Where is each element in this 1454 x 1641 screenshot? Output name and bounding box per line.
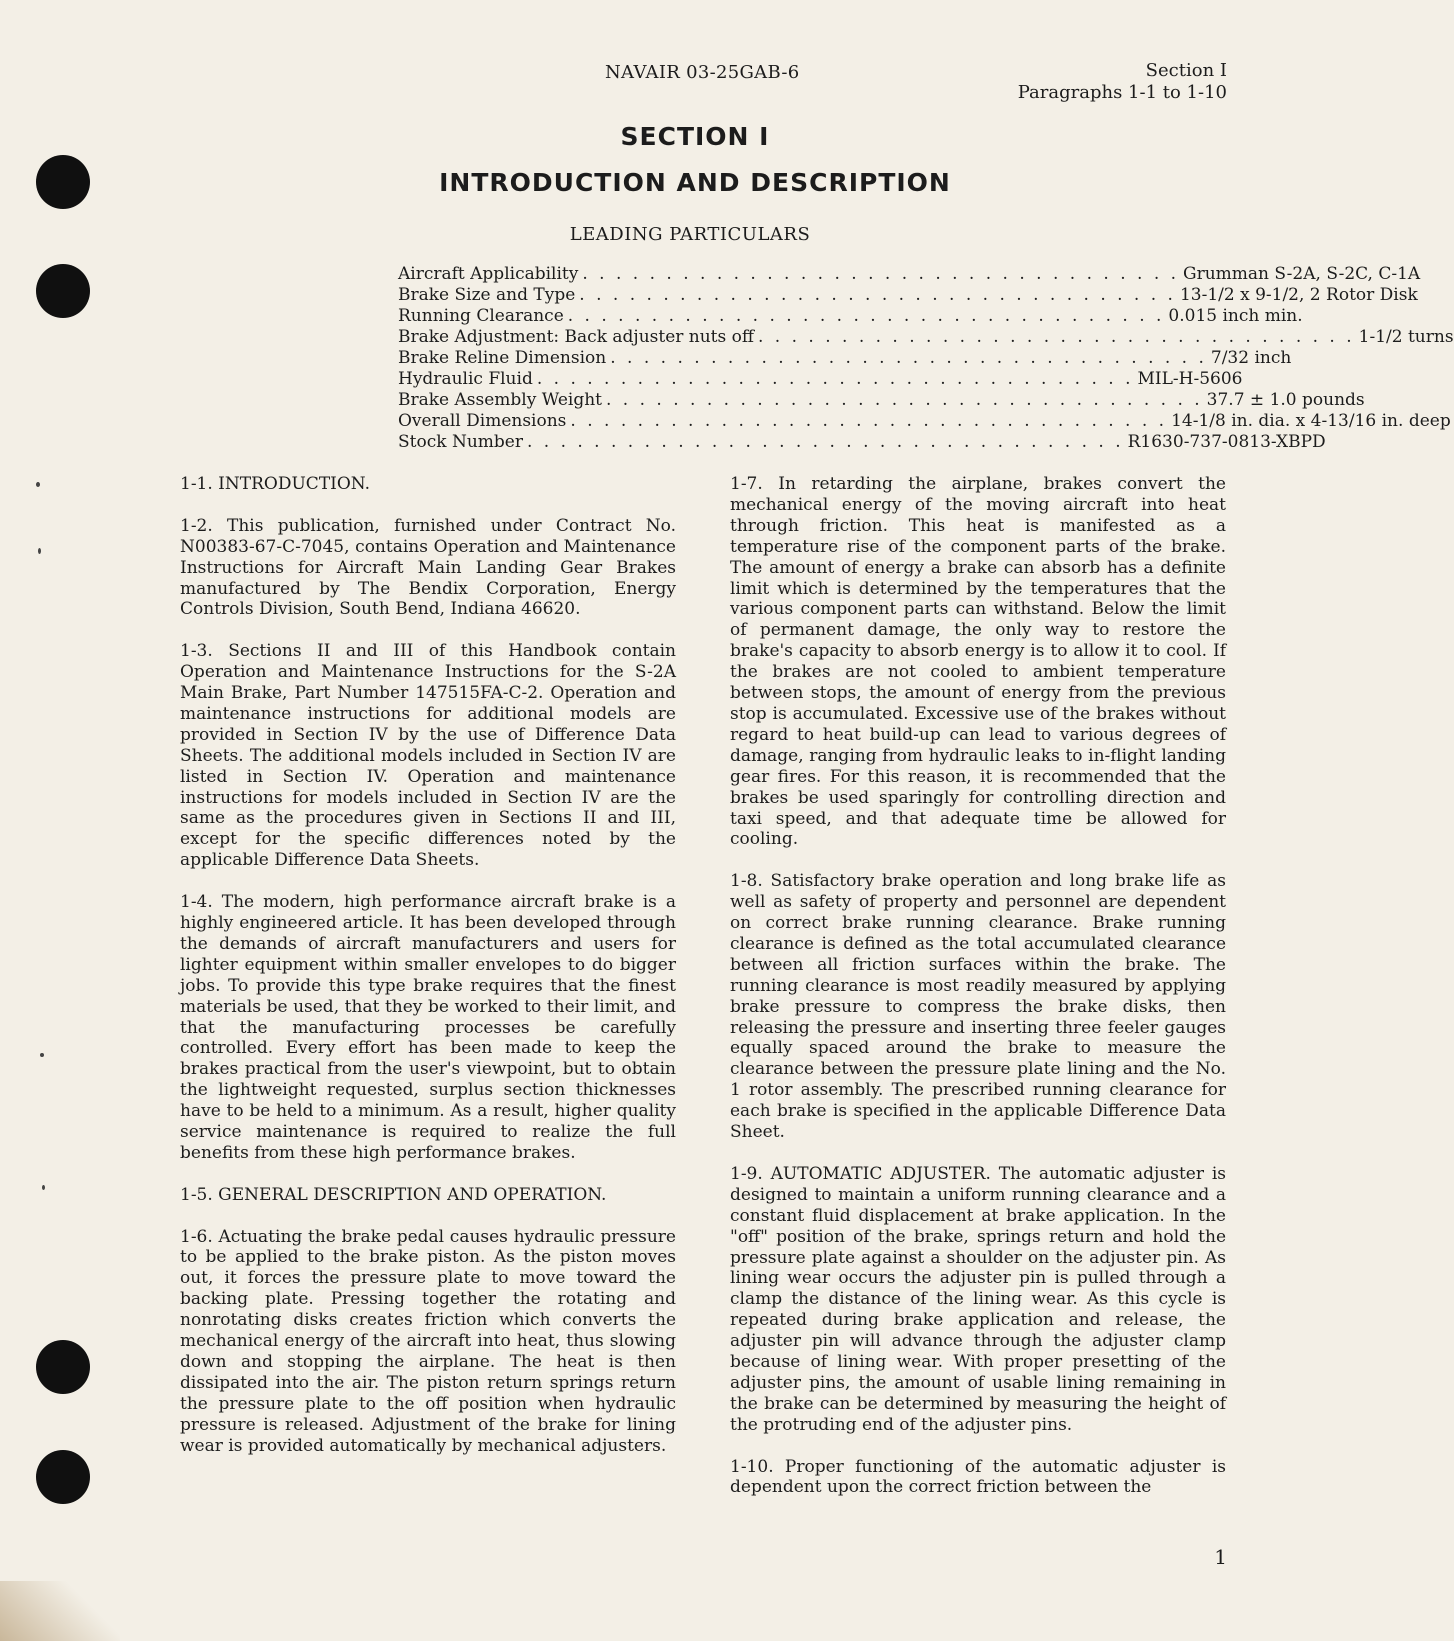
page-number: 1 (1214, 1545, 1227, 1569)
speck (40, 1053, 44, 1057)
paragraph: 1-4. The modern, high performance aircraft brake is a highly engineered article. It has been developed through the demands of aircraft manufacturers and users for lighter equipment within smaller envelopes to do bigger jobs. To provide this type brake requires that the finest materials be used, that they be worked to their limit, and that the manufacturing processes be carefully controlled. Every effort has been made to keep the brakes practical from the user's viewpoint, but to obtain the lightweight requested, surplus section thicknesses have to be held to a minimum. As a result, higher quality service maintenance is required to realize the full benefits from these high performance brakes. (180, 892, 676, 1163)
binder-hole (36, 264, 90, 318)
right-text-column (730, 474, 1226, 1498)
particulars-row (398, 327, 1454, 348)
particulars-label: Hydraulic Fluid (398, 369, 533, 389)
leader-dots: . . . . . . . . . . . . . . . . . . . . . . . . . . . . . . . . . . . . (610, 348, 1207, 368)
paragraph: 1-8. Satisfactory brake operation and long brake life as well as safety of property and personnel are dependent on correct brake running clearance. Brake running clearance is defined as the total accumulated clearance between all friction surfaces within the brake. The running clearance is most readily measured by applying brake pressure to compress the brake disks, then releasing the pressure and inserting three feeler gauges equally spaced around the brake to measure the clearance between the pressure plate lining and the No. 1 rotor assembly. The prescribed running clearance for each brake is specified in the applicable Difference Data Sheet. (730, 871, 1226, 1143)
particulars-value: MIL-H-5606 (1137, 369, 1243, 389)
paragraph: 1-10. Proper functioning of the automatic adjuster is dependent upon the correct friction between the (730, 1456, 1226, 1498)
paragraph-range: Paragraphs 1-1 to 1-10 (1017, 82, 1227, 103)
page-stain (0, 1581, 120, 1641)
particulars-row (398, 306, 1303, 327)
binder-hole (36, 1450, 90, 1504)
section-label: Section I (1145, 60, 1227, 81)
particulars-value: 37.7 ± 1.0 pounds (1206, 390, 1365, 410)
particulars-label: Stock Number (398, 432, 523, 452)
leader-dots: . . . . . . . . . . . . . . . . . . . . . . . . . . . . . . . . . . . . (582, 264, 1180, 284)
leader-dots: . . . . . . . . . . . . . . . . . . . . . . . . . . . . . . . . . . . . (606, 390, 1203, 410)
particulars-value: 14-1/8 in. dia. x 4-13/16 in. deep (1171, 411, 1451, 431)
particulars-label: Brake Adjustment: Back adjuster nuts off (398, 327, 754, 347)
particulars-row (398, 285, 1418, 306)
leader-dots: . . . . . . . . . . . . . . . . . . . . . . . . . . . . . . . . . . . . (526, 432, 1124, 452)
particulars-label: Overall Dimensions (398, 411, 567, 431)
speck (36, 482, 40, 487)
paragraph: 1-7. In retarding the airplane, brakes convert the mechanical energy of the moving aircraft into heat through friction. This heat is manifested as a temperature rise of the component parts of the brake. The amount of energy a brake can absorb has a definite limit which is determined by the temperatures that the various component parts can withstand. Below the limit of permanent damage, the only way to restore the brake's capacity to absorb energy is to allow it to cool. If the brakes are not cooled to ambient temperature between stops, the amount of energy from the previous stop is accumulated. Excessive use of the brakes without regard to heat build-up can lead to various degrees of damage, ranging from hydraulic leaks to in-flight landing gear fires. For this reason, it is recommended that the brakes be used sparingly for controlling direction and taxi speed, and that adequate time be allowed for cooling. (730, 474, 1226, 850)
leader-dots: . . . . . . . . . . . . . . . . . . . . . . . . . . . . . . . . . . . . (536, 369, 1134, 389)
particulars-value: 13-1/2 x 9-1/2, 2 Rotor Disk (1179, 285, 1418, 305)
particulars-label: Brake Reline Dimension (398, 348, 607, 368)
paragraph: 1-5. GENERAL DESCRIPTION AND OPERATION. (180, 1184, 607, 1205)
speck (38, 548, 41, 554)
particulars-label: Brake Size and Type (398, 285, 576, 305)
particulars-row (398, 432, 1326, 453)
particulars-row (398, 348, 1292, 369)
particulars-value: 7/32 inch (1210, 348, 1292, 368)
left-text-column (180, 474, 676, 1457)
particulars-label: Brake Assembly Weight (398, 390, 602, 410)
speck (42, 1185, 45, 1190)
leader-dots: . . . . . . . . . . . . . . . . . . . . . . . . . . . . . . . . . . . . (579, 285, 1176, 305)
particulars-row (398, 390, 1365, 411)
leader-dots: . . . . . . . . . . . . . . . . . . . . . . . . . . . . . . . . . . . . (757, 327, 1355, 347)
leading-particulars-heading: LEADING PARTICULARS (569, 224, 811, 245)
paragraph: 1-1. INTRODUCTION. (180, 474, 370, 494)
particulars-label: Running Clearance (398, 306, 564, 326)
particulars-value: 0.015 inch min. (1168, 306, 1303, 326)
paragraph: 1-9. AUTOMATIC ADJUSTER. The automatic adjuster is designed to maintain a uniform running clearance and a constant fluid displacement at brake application. In the "off" position of the brake, springs return and hold the pressure plate against a shoulder on the adjuster pin. As lining wear occurs the adjuster pin is pulled through a clamp the distance of the lining wear. As this cycle is repeated during brake application and release, the adjuster pin will advance through the adjuster clamp because of lining wear. With proper presetting of the adjuster pins, the amount of usable lining remaining in the brake can be determined by measuring the height of the protruding end of the adjuster pins. (730, 1163, 1226, 1435)
particulars-row (398, 369, 1243, 390)
section-subtitle: INTRODUCTION AND DESCRIPTION (439, 168, 951, 197)
particulars-row (398, 264, 1421, 285)
leading-particulars-table (398, 264, 1454, 453)
page-header-right (1018, 60, 1227, 104)
particulars-value: 1-1/2 turns (1358, 327, 1454, 347)
section-title: SECTION I (620, 122, 770, 151)
binder-hole (36, 1340, 90, 1394)
particulars-value: Grumman S-2A, S-2C, C-1A (1183, 264, 1421, 284)
leader-dots: . . . . . . . . . . . . . . . . . . . . . . . . . . . . . . . . . . . . (567, 306, 1165, 326)
paragraph: 1-3. Sections II and III of this Handbook contain Operation and Maintenance Instructions for the S-2A Main Brake, Part Number 147515FA-C-2. Operation and maintenance instructions for additional models are provided in Section IV by the use of Difference Data Sheets. The additional models included in Section IV are listed in Section IV. Operation and maintenance instructions for models included in Section IV are the same as the procedures given in Sections II and III, except for the specific differences noted by the applicable Difference Data Sheets. (180, 641, 676, 871)
particulars-row (398, 411, 1451, 432)
particulars-value: R1630-737-0813-XBPD (1127, 432, 1326, 452)
paragraph: 1-6. Actuating the brake pedal causes hydraulic pressure to be applied to the brake piston. As the piston moves out, it forces the pressure plate to move toward the backing plate. Pressing together the rotating and nonrotating disks creates friction which converts the mechanical energy of the aircraft into heat, thus slowing down and stopping the airplane. The heat is then dissipated into the air. The piston return springs return the pressure plate to the off position when hydraulic pressure is released. Adjustment of the brake for lining wear is provided automatically by mechanical adjusters. (180, 1226, 676, 1456)
leader-dots: . . . . . . . . . . . . . . . . . . . . . . . . . . . . . . . . . . . . (570, 411, 1168, 431)
particulars-label: Aircraft Applicability (398, 264, 579, 284)
paragraph: 1-2. This publication, furnished under Contract No. N00383-67-C-7045, contains Operation and Maintenance Instructions for Aircraft Main Landing Gear Brakes manufactured by The Bendix Corporation, Energy Controls Division, South Bend, Indiana 46620. (180, 515, 676, 620)
document-number: NAVAIR 03-25GAB-6 (605, 62, 800, 83)
